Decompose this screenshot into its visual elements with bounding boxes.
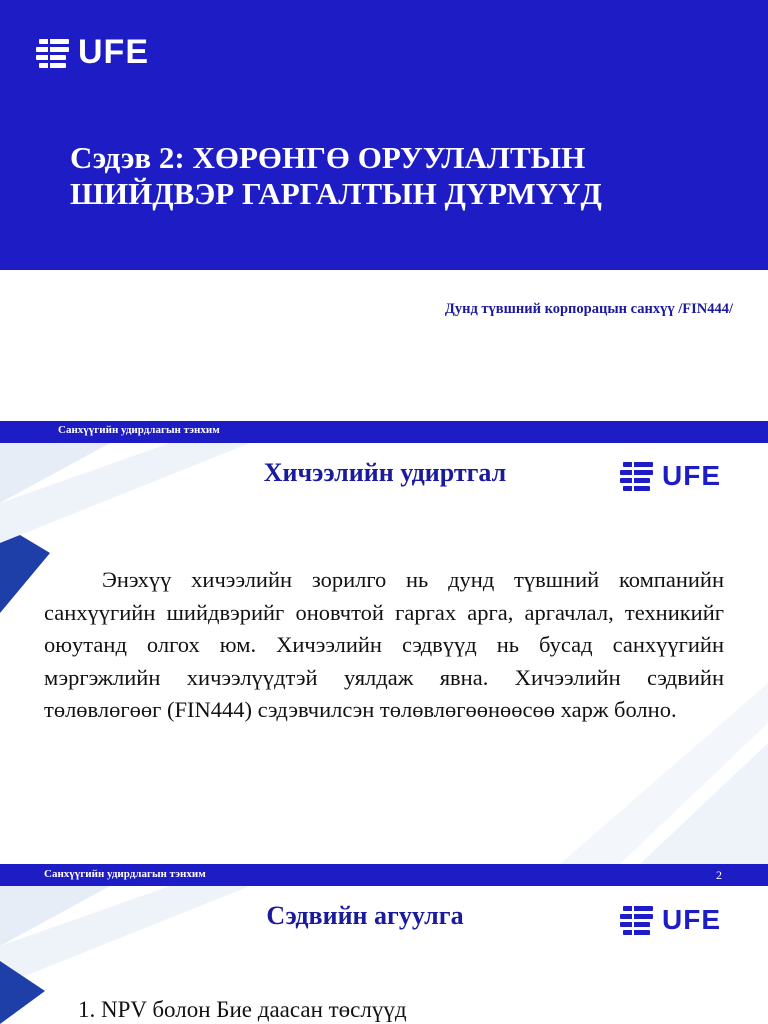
- ufe-logo: [36, 33, 149, 72]
- intro-paragraph-text: Энэхүү хичээлийн зорилго нь дунд түвшний компанийн санхүүгийн шийдвэрийг оновчтой гаргах арга, аргачлал, техникийг оюутанд олгох юм. Хичээлийн сэдвүүд нь бусад санхүүгийн мэргэжлийн хичээлүүдтэй уялдаж явна. Хичээлийн сэдвийн төлөвлөгөөг (FIN444) сэдэвчилсэн төлөвлөгөөнөөсөө харж болно.: [44, 567, 724, 722]
- lecture-title-line2: ШИЙДВЭР ГАРГАЛТЫН ДҮРМҮҮД: [70, 176, 602, 211]
- ufe-logo-text: UFE: [662, 460, 721, 491]
- lecture-title-line1: Сэдэв 2: ХӨРӨНГӨ ОРУУЛАЛТЫН: [70, 140, 586, 175]
- course-subtitle: Дунд түвшний корпорацын санхүү /FIN444/: [444, 301, 733, 317]
- intro-paragraph: [44, 564, 724, 727]
- ufe-logo-mark-icon: [620, 460, 658, 492]
- list-item: 1. NPV болон Бие даасан төслүүд: [78, 997, 407, 1022]
- department-footer: Санхүүгийн удирдлагын тэнхим: [58, 424, 220, 436]
- page-number: 2: [716, 868, 722, 882]
- ufe-logo-text: UFE: [662, 904, 721, 935]
- slide1-footer-bar: [0, 421, 768, 443]
- ufe-logo-mark-icon: [36, 37, 74, 69]
- slide3-title: Сэдвийн агуулга: [266, 901, 464, 930]
- ufe-logo-text: UFE: [78, 33, 149, 71]
- department-footer: Санхүүгийн удирдлагын тэнхим: [44, 868, 206, 880]
- ufe-logo: [620, 460, 721, 492]
- ufe-logo-mark-icon: [620, 904, 658, 936]
- lecture-title: [70, 140, 710, 212]
- slide2-footer-bar: [0, 864, 768, 886]
- ufe-logo: [620, 904, 721, 936]
- slide2-title: Хичээлийн удиртгал: [263, 458, 507, 487]
